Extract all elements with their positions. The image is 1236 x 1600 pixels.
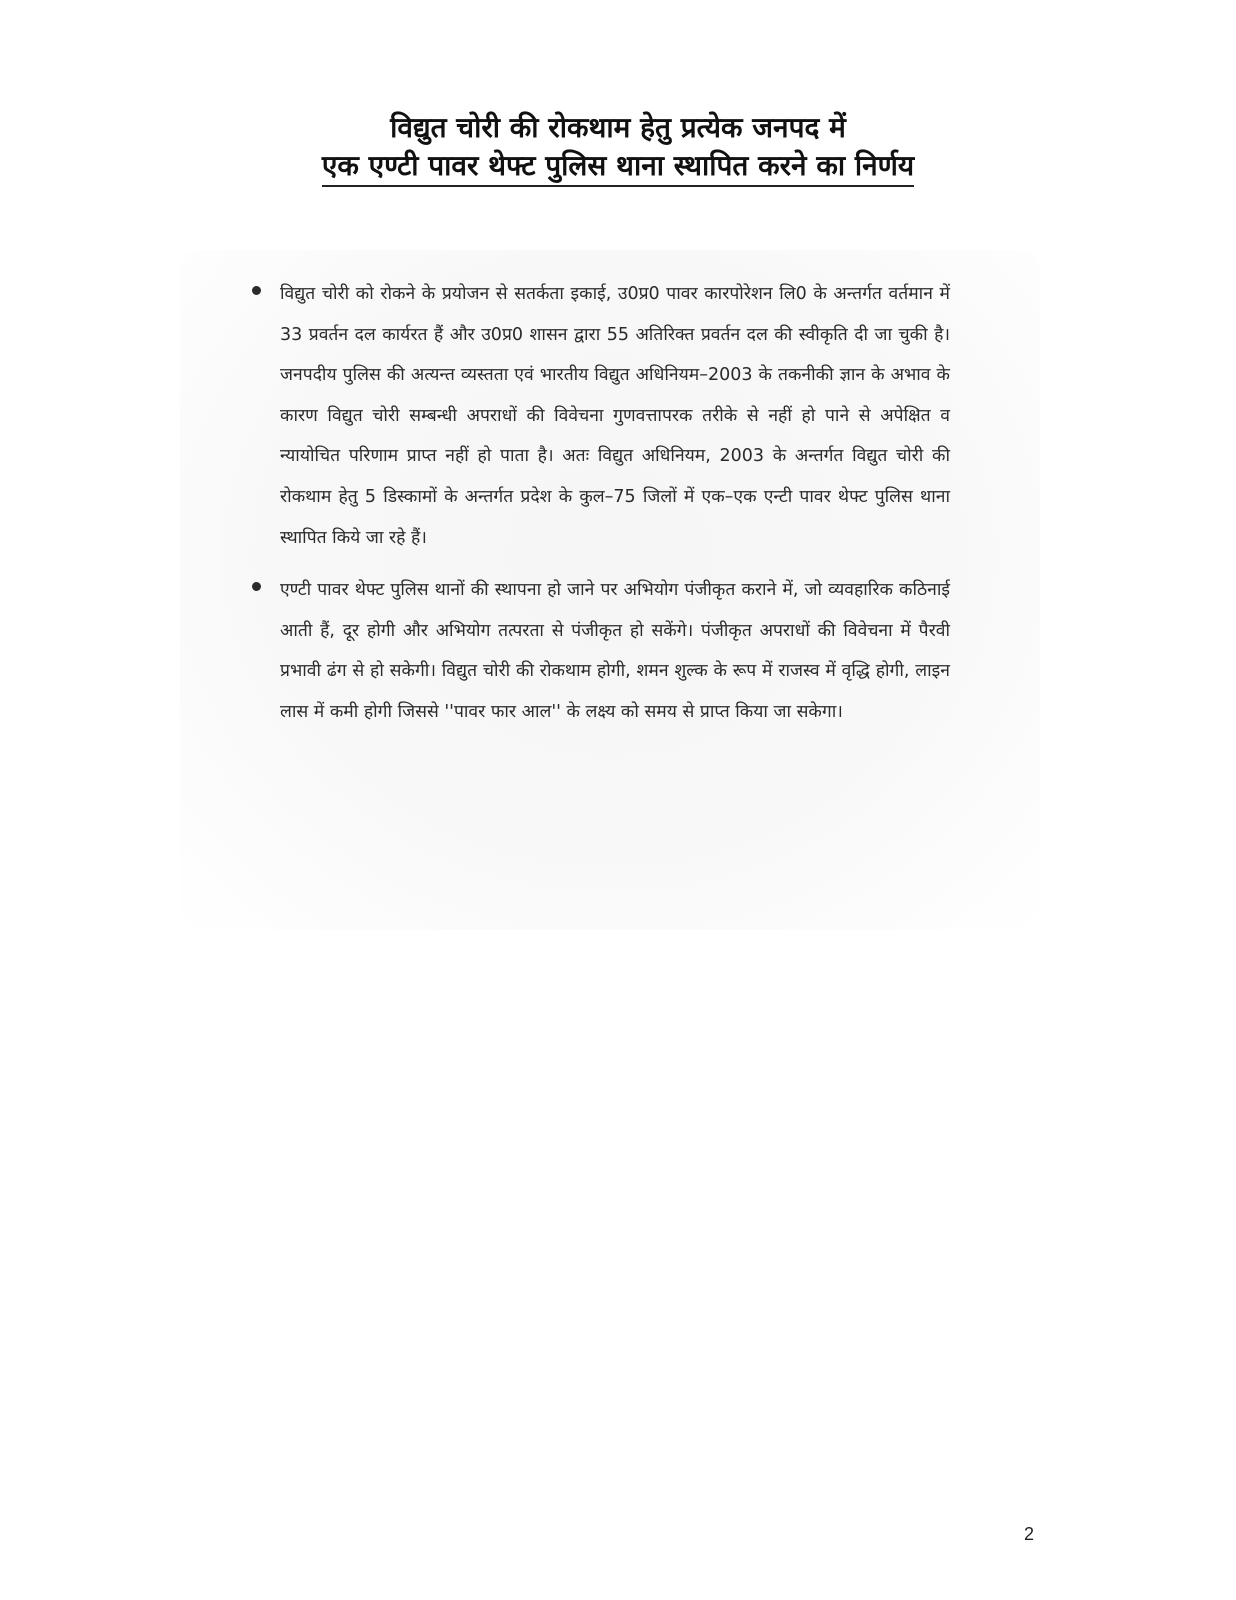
title-line-2: एक एण्टी पावर थेफ्ट पुलिस थाना स्थापित करने का निर्णय [322,148,914,187]
bullet-icon [252,286,261,295]
bullet-text: एण्टी पावर थेफ्ट पुलिस थानों की स्थापना हो जाने पर अभियोग पंजीकृत कराने में, जो व्यवहारिक कठिनाई आती हैं, दूर होगी और अभियोग तत्परता से पंजीकृत हो सकेंगे। पंजीकृत अपराधों की विवेचना में पैरवी प्रभावी ढंग से हो सकेगी। विद्युत चोरी की रोकथाम होगी, शमन शुल्क के रूप में राजस्व में वृद्धि होगी, लाइन लास में कमी होगी जिससे ''पावर फार आल'' के लक्ष्य को समय से प्राप्त किया जा सकेगा। [280,580,950,722]
bullet-icon [252,582,261,591]
bullet-item [250,274,950,558]
title-line-1: विद्युत चोरी की रोकथाम हेतु प्रत्येक जनपद में [390,111,846,144]
bullet-list [250,274,950,745]
bullet-text: विद्युत चोरी को रोकने के प्रयोजन से सतर्कता इकाई, उ0प्र0 पावर कारपोरेशन लि0 के अन्तर्गत वर्तमान में 33 प्रवर्तन दल कार्यरत हैं और उ0प्र0 शासन द्वारा 55 अतिरिक्त प्रवर्तन दल की स्वीकृति दी जा चुकी है। जनपदीय पुलिस की अत्यन्त व्यस्तता एवं भारतीय विद्युत अधिनियम–2003 के तकनीकी ज्ञान के अभाव के कारण विद्युत चोरी सम्बन्धी अपराधों की विवेचना गुणवत्तापरक तरीके से नहीं हो पाने से अपेक्षित व न्यायोचित परिणाम प्राप्त नहीं हो पाता है। अतः विद्युत अधिनियम, 2003 के अन्तर्गत विद्युत चोरी की रोकथाम हेतु 5 डिस्कामों के अन्तर्गत प्रदेश के कुल–75 जिलों में एक–एक एन्टी पावर थेफ्ट पुलिस थाना स्थापित किये जा रहे हैं। [280,284,950,548]
bullet-item [250,570,950,732]
document-title [200,108,1036,187]
page-number: 2 [1024,1524,1035,1544]
